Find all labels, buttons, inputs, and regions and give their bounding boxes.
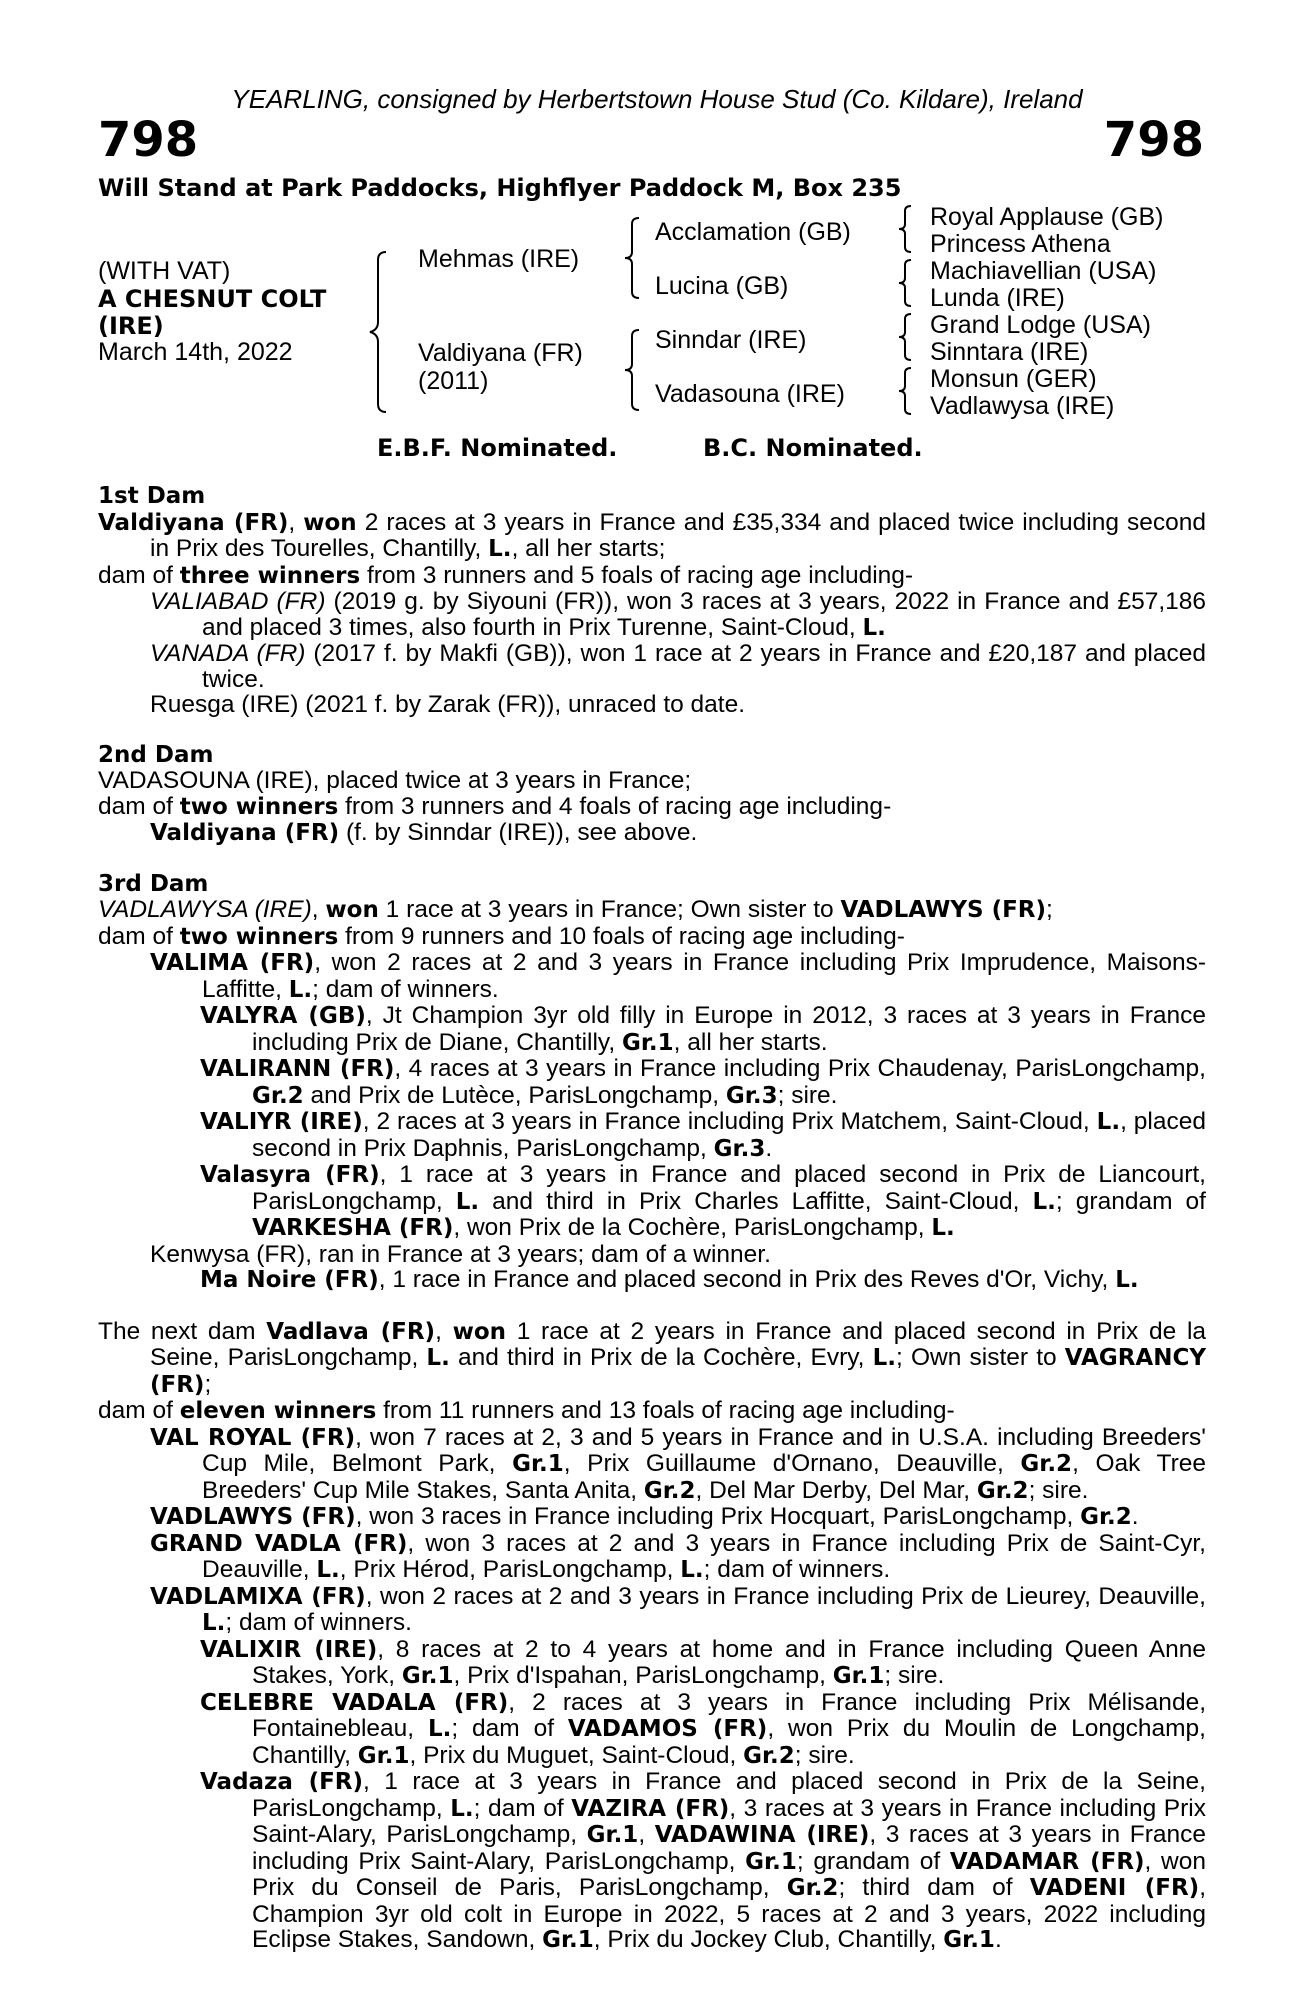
- pedigree-g3: Machiavellian (USA): [930, 257, 1157, 285]
- pedigree-bracket-3: [625, 330, 645, 410]
- pedigree-g4: Lunda (IRE): [930, 284, 1065, 312]
- subject-name: A CHESNUT COLT: [98, 285, 327, 313]
- pedigree-sire-dam: Lucina (GB): [655, 272, 789, 300]
- pedigree-g2: Princess Athena: [930, 230, 1111, 258]
- pedigree-sire: Mehmas (IRE): [418, 245, 580, 273]
- pedigree-g8: Vadlawysa (IRE): [930, 392, 1115, 420]
- first-dam-entry: Valdiyana (FR), won 2 races at 3 years in France and £35,334 and placed twice including second in Prix des Tourelles, Chantilly, L., all her starts;: [98, 508, 1206, 562]
- bc-nomination: B.C. Nominated.: [703, 434, 923, 462]
- lot-number-left: 798: [98, 112, 199, 168]
- produce-kenwysa: Kenwysa (FR), ran in France at 3 years; dam of a winner.: [150, 1240, 771, 1268]
- produce-valiabad: VALIABAD (FR) (2019 g. by Siyouni (FR)), won 3 races at 3 years, 2022 in France and £57,186 and placed 3 times, also fourth in Prix Turenne, Saint-Cloud, L.: [150, 588, 1207, 641]
- consignment-line: YEARLING, consigned by Herbertstown House Stud (Co. Kildare), Ireland: [231, 84, 1083, 114]
- produce-vanada: VANADA (FR) (2017 f. by Makfi (GB)), won 1 race at 2 years in France and £20,187 and placed twice.: [150, 640, 1206, 693]
- stand-location: Will Stand at Park Paddocks, Highflyer Paddock M, Box 235: [98, 174, 902, 202]
- pedigree-g7: Monsun (GER): [930, 365, 1097, 393]
- produce-valdiyana: Valdiyana (FR) (f. by Sinndar (IRE)), see above.: [150, 819, 698, 846]
- pedigree-bracket-6: [899, 314, 917, 360]
- pedigree-bracket-7: [899, 368, 917, 414]
- pedigree-bracket-4: [899, 206, 917, 252]
- produce-valiyr: VALIYR (IRE), 2 races at 3 years in France including Prix Matchem, Saint-Cloud, L., placed second in Prix Daphnis, ParisLongchamp, Gr.3.: [200, 1108, 1206, 1162]
- produce-valyra: VALYRA (GB), Jt Champion 3yr old filly in Europe in 2012, 3 races at 3 years in France including Prix de Diane, Chantilly, Gr.1, all her starts.: [200, 1002, 1207, 1056]
- third-dam-heading: 3rd Dam: [98, 870, 209, 897]
- produce-valasyra: Valasyra (FR), 1 race at 3 years in France and placed second in Prix de Liancourt, ParisLongchamp, L. and third in Prix Charles Laffitte, Saint-Cloud, L.; grandam of VARKESHA (FR), won Prix de la Cochère, ParisLongchamp, L.: [200, 1161, 1206, 1241]
- lot-number-right: 798: [1103, 112, 1204, 168]
- produce-valixir: VALIXIR (IRE), 8 races at 2 to 4 years at home and in France including Queen Anne Stakes, York, Gr.1, Prix d'Ispahan, ParisLongchamp, Gr.1; sire.: [200, 1635, 1206, 1689]
- pedigree-bracket-2: [625, 218, 645, 298]
- first-dam-produce-summary: dam of three winners from 3 runners and 5 foals of racing age including-: [98, 561, 914, 589]
- pedigree-g1: Royal Applause (GB): [930, 203, 1164, 231]
- second-dam-heading: 2nd Dam: [98, 741, 214, 768]
- first-dam-heading: 1st Dam: [98, 483, 206, 509]
- second-dam-produce-summary: dam of two winners from 3 runners and 4 foals of racing age including-: [98, 792, 892, 820]
- produce-grand-vadla: GRAND VADLA (FR), won 3 races at 2 and 3 years in France including Prix de Saint-Cyr, Deauville, L., Prix Hérod, ParisLongchamp, L.; dam of winners.: [150, 1529, 1206, 1583]
- produce-record: [98, 484, 1206, 1954]
- produce-celebre-vadala: CELEBRE VADALA (FR), 2 races at 3 years in France including Prix Mélisande, Fontainebleau, L.; dam of VADAMOS (FR), won Prix du Moulin de Longchamp, Chantilly, Gr.1, Prix du Muguet, Saint-Cloud, Gr.2; sire.: [200, 1688, 1206, 1769]
- pedigree-dam-sire: Sinndar (IRE): [655, 326, 807, 354]
- third-dam-produce-summary: dam of two winners from 9 runners and 10 foals of racing age including-: [98, 922, 905, 950]
- produce-valima: VALIMA (FR), won 2 races at 2 and 3 years in France including Prix Imprudence, Maisons-Laffitte, L.; dam of winners.: [150, 949, 1206, 1003]
- pedigree-g5: Grand Lodge (USA): [930, 311, 1151, 339]
- next-dam-entry: The next dam Vadlava (FR), won 1 race at 2 years in France and placed second in Prix de la Seine, ParisLongchamp, L. and third in Prix de la Cochère, Evry, L.; Own sister to VAGRANCY (FR);: [98, 1317, 1207, 1398]
- produce-vadlamixa: VADLAMIXA (FR), won 2 races at 2 and 3 years in France including Prix de Lieurey, Deauville, L.; dam of winners.: [150, 1582, 1206, 1636]
- produce-ma-noire: Ma Noire (FR), 1 race in France and placed second in Prix des Reves d'Or, Vichy, L.: [200, 1266, 1139, 1293]
- pedigree-g6: Sinntara (IRE): [930, 338, 1089, 366]
- produce-val-royal: VAL ROYAL (FR), won 7 races at 2, 3 and 5 years in France and in U.S.A. including Breeders' Cup Mile, Belmont Park, Gr.1, Prix Guillaume d'Ornano, Deauville, Gr.2, Oak Tree Breeders' Cup Mile Stakes, Santa Anita, Gr.2, Del Mar Derby, Del Mar, Gr.2; sire.: [150, 1423, 1206, 1504]
- pedigree-bracket-5: [899, 260, 917, 306]
- pedigree-dam-year: (2011): [418, 367, 489, 395]
- produce-ruesga: Ruesga (IRE) (2021 f. by Zarak (FR)), unraced to date.: [150, 691, 746, 718]
- pedigree-dam-dam: Vadasouna (IRE): [655, 380, 845, 408]
- third-dam-entry: VADLAWYSA (IRE), won 1 race at 3 years in France; Own sister to VADLAWYS (FR);: [98, 896, 1053, 923]
- produce-vadlawys: VADLAWYS (FR), won 3 races in France including Prix Hocquart, ParisLongchamp, Gr.2.: [150, 1503, 1139, 1530]
- pedigree-bracket-1: [370, 252, 392, 412]
- produce-valirann: VALIRANN (FR), 4 races at 3 years in France including Prix Chaudenay, ParisLongchamp, Gr.2 and Prix de Lutèce, ParisLongchamp, Gr.3; sire.: [200, 1055, 1206, 1109]
- produce-vadaza: Vadaza (FR), 1 race at 3 years in France and placed second in Prix de la Seine, ParisLongchamp, L.; dam of VAZIRA (FR), 3 races at 3 years in France including Prix Saint-Alary, ParisLongchamp, Gr.1, VADAWINA (IRE), 3 races at 3 years in France including Prix Saint-Alary, ParisLongchamp, Gr.1; grandam of VADAMAR (FR), won Prix du Conseil de Paris, ParisLongchamp, Gr.2; third dam of VADENI (FR), Champion 3yr old colt in Europe in 2022, 5 races at 2 and 3 years, 2022 including Eclipse Stakes, Sandown, Gr.1, Prix du Jockey Club, Chantilly, Gr.1.: [200, 1768, 1206, 1953]
- subject-dob: March 14th, 2022: [98, 338, 293, 366]
- pedigree-dam: Valdiyana (FR): [418, 339, 583, 367]
- pedigree-sire-sire: Acclamation (GB): [655, 218, 851, 246]
- subject-name-country: (IRE): [98, 312, 164, 340]
- second-dam-entry: VADASOUNA (IRE), placed twice at 3 years in France;: [98, 767, 692, 794]
- next-dam-produce-summary: dam of eleven winners from 11 runners and 13 foals of racing age including-: [98, 1397, 955, 1424]
- vat-label: (WITH VAT): [98, 257, 231, 285]
- ebf-nomination: E.B.F. Nominated.: [377, 434, 618, 462]
